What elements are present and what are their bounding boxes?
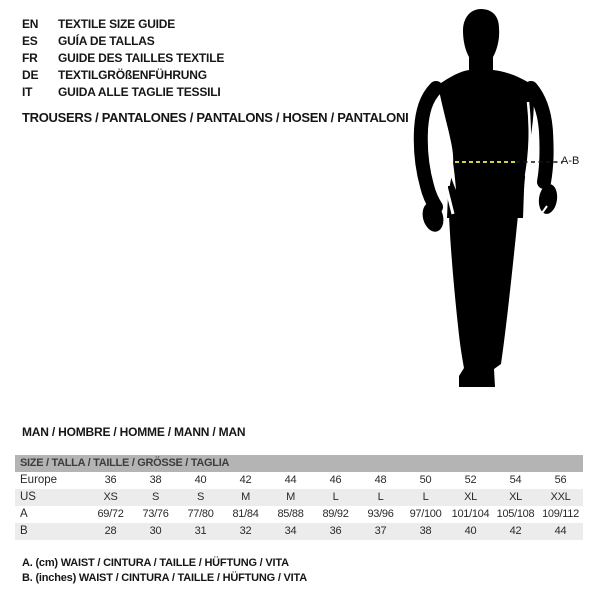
table-row-europe bbox=[15, 472, 583, 489]
note-a-cm: A. (cm) WAIST / CINTURA / TAILLE / HÜFTUNG / VITA bbox=[22, 557, 289, 569]
table-cell: 105/108 bbox=[496, 508, 535, 520]
table-cell: 31 bbox=[194, 525, 207, 537]
language-row-de bbox=[22, 67, 224, 84]
table-cell: 101/104 bbox=[451, 508, 490, 520]
table-cell: 77/80 bbox=[187, 508, 214, 520]
row-label: A bbox=[20, 508, 28, 520]
table-cell: 52 bbox=[464, 474, 477, 486]
measurement-notes bbox=[22, 556, 307, 586]
size-table bbox=[15, 455, 583, 540]
language-code: EN bbox=[22, 17, 39, 31]
table-cell: L bbox=[377, 491, 384, 503]
language-row-en bbox=[22, 16, 224, 33]
table-header: SIZE / TALLA / TAILLE / GRÖSSE / TAGLIA bbox=[15, 455, 583, 472]
table-cell: 93/96 bbox=[367, 508, 394, 520]
language-label: TEXTILGRÖßENFÜHRUNG bbox=[58, 68, 207, 82]
table-cell: M bbox=[241, 491, 250, 503]
language-code: FR bbox=[22, 51, 38, 65]
table-cell: 44 bbox=[554, 525, 567, 537]
table-cell: L bbox=[422, 491, 429, 503]
table-cell: 36 bbox=[104, 474, 117, 486]
table-cell: XS bbox=[103, 491, 118, 503]
table-cell: 73/76 bbox=[142, 508, 169, 520]
language-list bbox=[22, 16, 224, 101]
table-cell: 85/88 bbox=[277, 508, 304, 520]
table-cell: 97/100 bbox=[409, 508, 442, 520]
table-row-us bbox=[15, 489, 583, 506]
figure-panel bbox=[385, 0, 600, 412]
language-label: TEXTILE SIZE GUIDE bbox=[58, 17, 176, 31]
table-row-a-cm bbox=[15, 506, 583, 523]
table-cell: 34 bbox=[284, 525, 297, 537]
table-row-b-inches bbox=[15, 523, 583, 540]
table-cell: 32 bbox=[239, 525, 252, 537]
language-code: DE bbox=[22, 68, 39, 82]
table-cell: 56 bbox=[554, 474, 567, 486]
language-code: IT bbox=[22, 85, 33, 99]
language-label: GUIDE DES TAILLES TEXTILE bbox=[58, 51, 225, 65]
table-cell: 54 bbox=[509, 474, 522, 486]
table-cell: XL bbox=[509, 491, 522, 503]
table-cell: 81/84 bbox=[232, 508, 259, 520]
table-cell: 50 bbox=[419, 474, 432, 486]
silhouette-left-arm bbox=[421, 88, 436, 207]
table-cell: 89/92 bbox=[322, 508, 349, 520]
table-cell: XL bbox=[464, 491, 477, 503]
row-label: B bbox=[20, 525, 28, 537]
table-cell: 40 bbox=[464, 525, 477, 537]
section-title-man: MAN / HOMBRE / HOMME / MANN / MAN bbox=[22, 425, 246, 439]
table-cell: 37 bbox=[374, 525, 387, 537]
language-row-es bbox=[22, 33, 224, 50]
table-cell: S bbox=[196, 491, 205, 503]
language-row-it bbox=[22, 84, 224, 101]
row-label: US bbox=[20, 491, 36, 503]
table-cell: 38 bbox=[419, 525, 432, 537]
silhouette-right-arm bbox=[531, 88, 547, 182]
table-cell: S bbox=[151, 491, 160, 503]
language-label: GUÍA DE TALLAS bbox=[58, 34, 155, 48]
measure-label-ab: A-B bbox=[561, 155, 580, 167]
language-row-fr bbox=[22, 50, 224, 67]
silhouette-legs bbox=[448, 186, 522, 387]
table-cell: 46 bbox=[329, 474, 342, 486]
table-cell: 28 bbox=[104, 525, 117, 537]
note-b-inches: B. (inches) WAIST / CINTURA / TAILLE / HÜFTUNG / VITA bbox=[22, 572, 307, 584]
garment-title: TROUSERS / PANTALONES / PANTALONS / HOSEN / PANTALONI bbox=[22, 110, 409, 125]
language-code: ES bbox=[22, 34, 38, 48]
table-cell: 42 bbox=[239, 474, 252, 486]
table-cell: 42 bbox=[509, 525, 522, 537]
man-silhouette bbox=[385, 0, 595, 410]
table-cell: 36 bbox=[329, 525, 342, 537]
table-cell: 69/72 bbox=[97, 508, 124, 520]
table-cell: L bbox=[332, 491, 339, 503]
table-cell: 109/112 bbox=[542, 508, 579, 520]
table-cell: XXL bbox=[550, 491, 571, 503]
row-label: Europe bbox=[20, 474, 58, 486]
table-cell: 30 bbox=[149, 525, 162, 537]
table-cell: M bbox=[286, 491, 295, 503]
table-cell: 38 bbox=[149, 474, 162, 486]
table-cell: 44 bbox=[284, 474, 297, 486]
table-cell: 48 bbox=[374, 474, 387, 486]
table-cell: 40 bbox=[194, 474, 207, 486]
language-label: GUIDA ALLE TAGLIE TESSILI bbox=[58, 85, 221, 99]
